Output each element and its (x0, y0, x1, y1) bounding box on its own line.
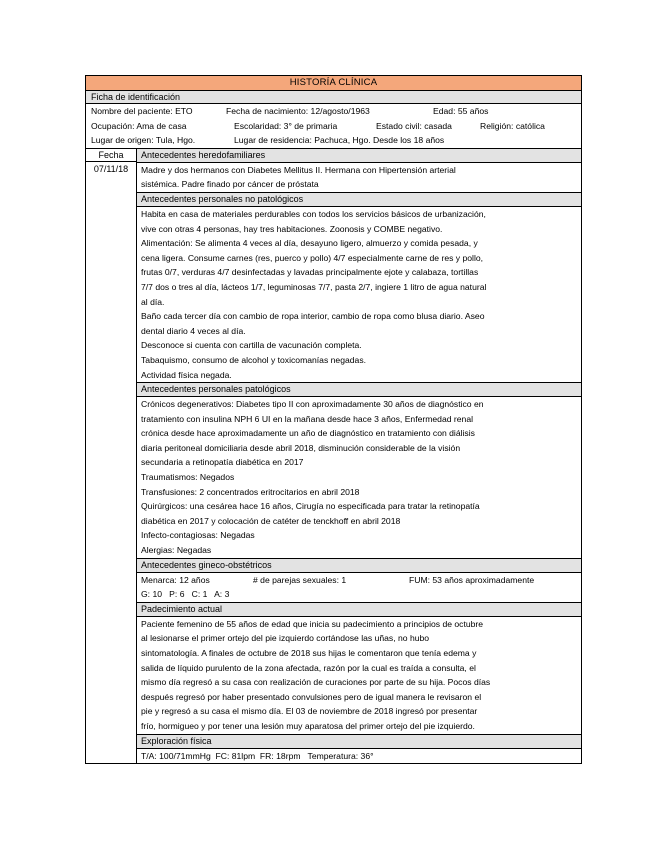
text-line: salida de líquido purulento de la zona afectada, razón por la cual es traída a consulta, el (141, 662, 476, 673)
patient-name: Nombre del paciente: ETO (91, 106, 193, 116)
date-column (86, 149, 137, 763)
history-content (137, 149, 581, 763)
sexual-partners: # de parejas sexuales: 1 (253, 574, 347, 585)
text-line: Alimentación: Se alimenta 4 veces al día, desayuno ligero, almuerzo y comida pesada, y (141, 238, 478, 249)
text-line: después regresó por haber presentado convulsiones pero de igual manera le revisaron el (141, 691, 482, 702)
non-pathological-header: Antecedentes personales no patológicos (137, 193, 581, 207)
text-line: Infecto-contagiosas: Negadas (141, 530, 255, 541)
identification-header: Ficha de identificación (86, 91, 581, 104)
birth-date: Fecha de nacimiento: 12/agosto/1963 (226, 106, 370, 116)
text-line: Baño cada tercer día con cambio de ropa interior, cambio de ropa como blusa diario. Aseo (141, 311, 485, 322)
physical-exam-header: Exploración física (137, 735, 581, 749)
text-line: tratamiento con insulina NPH 6 UI en la mañana desde hace 3 años, Enfermedad renal (141, 413, 474, 424)
text-line: Desconoce si cuenta con cartilla de vacunación completa. (141, 340, 362, 351)
menarche: Menarca: 12 años (141, 574, 210, 585)
text-line: sintomatología. A finales de octubre de 2018 sus hijas le comentaron que tenía edema y (141, 648, 477, 658)
physical-exam-text (137, 749, 581, 764)
text-line: mismo día regresó a su casa con realización de curaciones por parte de su hija. Pocos días (141, 677, 491, 688)
document-title: HISTORÍA CLÍNICA (86, 76, 581, 91)
place-of-residence: Lugar de residencia: Pachuca, Hgo. Desde los 18 años (234, 135, 445, 146)
obstetric-counts: G: 10 P: 6 C: 1 A: 3 (141, 589, 230, 600)
text-line: Traumatismos: Negados (141, 472, 235, 483)
text-line: al lesionarse el primer ortejo del pie izquierdo cortándose las uñas, no hubo (141, 633, 430, 644)
text-line: Habita en casa de materiales perdurables con todos los servicios básicos de urbanización, (141, 208, 486, 219)
text-line: secundaria a retinopatía diabética en 2017 (141, 457, 304, 468)
text-line: Madre y dos hermanos con Diabetes Mellitus II. Hermana con Hipertensión arterial (141, 164, 456, 175)
history-grid (86, 149, 581, 763)
text-line: dental diario 4 veces al día. (141, 325, 246, 336)
text-line: Transfusiones: 2 concentrados eritrocitarios en abril 2018 (141, 486, 360, 497)
identification-line-1 (91, 104, 577, 119)
text-line: vive con otras 4 personas, hay tres habitaciones. Zoonosis y COMBE negativo. (141, 223, 443, 234)
identification-block (86, 104, 581, 149)
text-line: diaria peritoneal domiciliaria desde abril 2018, disminución considerable de la visión (141, 442, 461, 453)
non-pathological-text (137, 207, 581, 383)
identification-line-3 (91, 133, 577, 148)
text-line: Paciente femenino de 55 años de edad que inicia su padecimiento a principios de octubre (141, 618, 484, 629)
gyneco-obstetric-header: Antecedentes gineco-obstétricos (137, 559, 581, 573)
religion: Religión: católica (480, 120, 545, 131)
marital-status: Estado civil: casada (376, 120, 452, 131)
current-illness-header: Padecimiento actual (137, 603, 581, 617)
text-line: Actividad física negada. (141, 369, 232, 380)
occupation: Ocupación: Ama de casa (91, 120, 187, 131)
text-line: Quirúrgicos: una cesárea hace 16 años, Cirugía no especificada para tratar la retinopatía (141, 501, 480, 512)
current-illness-text (137, 617, 581, 735)
date-value: 07/11/18 (93, 163, 129, 174)
pathological-text (137, 397, 581, 559)
text-line: Tabaquismo, consumo de alcohol y toxicomanías negadas. (141, 354, 367, 365)
text-line: sistémica. Padre finado por cáncer de próstata (141, 179, 319, 190)
gyneco-line-1 (141, 573, 577, 588)
gyneco-obstetric-text (137, 573, 581, 603)
text-line: 7/7 dos o tres al día, lácteos 1/7, leguminosas 7/7, pasta 2/7, ingiere 1 litro de agua natural (141, 281, 487, 292)
family-history-header: Antecedentes heredofamiliares (137, 149, 581, 163)
text-line: pie y regresó a su casa el mismo día. El 03 de noviembre de 2018 ingresó por presentar (141, 706, 478, 717)
date-header: Fecha (86, 149, 136, 162)
text-line: al día. (141, 296, 165, 307)
schooling: Escolaridad: 3° de primaria (234, 120, 338, 131)
last-menstruation: FUM: 53 años aproximadamente (409, 574, 535, 585)
place-of-origin: Lugar de origen: Tula, Hgo. (91, 135, 196, 146)
family-history-text (137, 163, 581, 193)
text-line: crónica desde hace aproximadamente un año de diagnóstico en tratamiento con diálisis (141, 428, 475, 439)
identification-line-2 (91, 119, 577, 134)
vital-signs: T/A: 100/71mmHg FC: 81lpm FR: 18rpm Temperatura: 36° (141, 750, 374, 761)
text-line: frío, hormigueo y por tener una lesión muy aparatosa del primer ortejo del pie izquierdo. (141, 720, 475, 731)
text-line: frutas 0/7, verduras 4/7 desinfectadas y lavadas principalmente ejote y calabaza, tortillas (141, 267, 479, 278)
age: Edad: 55 años (433, 106, 489, 116)
text-line: Crónicos degenerativos: Diabetes tipo II con aproximadamente 30 años de diagnóstico en (141, 399, 484, 410)
text-line: diabética en 2017 y colocación de catéter de tenckhoff en abril 2018 (141, 515, 401, 526)
pathological-header: Antecedentes personales patológicos (137, 383, 581, 397)
text-line: Alergias: Negadas (141, 545, 212, 556)
text-line: cena ligera. Consume carnes (res, puerco y pollo) 4/7 especialmente carne de res y pollo, (141, 252, 484, 263)
clinical-history-table (85, 75, 582, 764)
